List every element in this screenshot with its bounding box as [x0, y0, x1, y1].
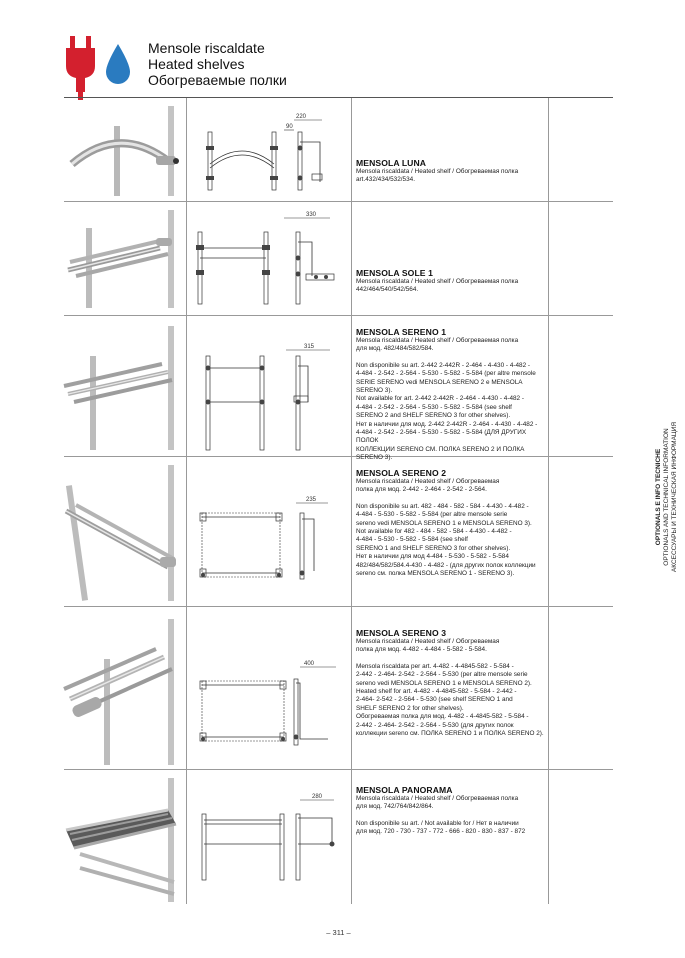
- note-line: Обогреваемая полка для мод. 4-482 - 4-4845-582 - 5-584 -: [356, 713, 529, 721]
- note-line: Non disponibile su art. / Not available for / Нет в наличии: [356, 819, 519, 827]
- table-row: [64, 607, 613, 769]
- table-row: [64, 770, 613, 904]
- title-russian: Обогреваемые полки: [148, 72, 287, 88]
- product-photo: [64, 778, 186, 902]
- dimension-label: 220: [296, 114, 307, 120]
- technical-drawing: [188, 210, 348, 310]
- page-title: [148, 40, 287, 88]
- note-line: 4-484 - 2-542 - 2-564 - 5-530 - 5-582 - 5-584 (ДЛЯ ДРУГИХ ПОЛОК: [356, 429, 527, 445]
- note-line: 2-442 - 2-464- 2-542 - 2-564 - 5-530 (для других полок: [356, 721, 514, 729]
- product-name: MENSOLA PANORAMA: [356, 785, 453, 795]
- technical-drawing: [188, 336, 348, 454]
- table-row: [64, 457, 613, 606]
- note-line: 4-484 - 5-530 - 5-582 - 5-584 (see shelf: [356, 536, 468, 544]
- note-line: 4-484 - 2-542 - 2-564 - 5-530 - 5-582 - 5-584 (see shelf: [356, 403, 512, 411]
- product-description: [356, 468, 546, 578]
- side-label-line: АКСЕССУАРЫ И ТЕХНИЧЕСКАЯ ИНФОРМАЦИЯ: [671, 421, 678, 573]
- technical-drawing: [188, 112, 348, 198]
- product-text: Mensola riscaldata / Heated shelf / Обогреваемая: [356, 478, 500, 485]
- title-english: Heated shelves: [148, 56, 245, 72]
- note-line: Нет в наличии для мод 4-484 - 5-530 - 5-582 - 5-584: [356, 553, 509, 561]
- product-photo: [64, 465, 186, 601]
- note-line: 2-464- 2-542 - 2-564 - 5-530 (see shelf SERENO 1 and: [356, 696, 513, 704]
- side-label-line: OPTIONALS E INFO TECNICHE: [655, 448, 662, 546]
- product-text: Mensola riscaldata / Heated shelf / Обогреваемая: [356, 638, 500, 645]
- product-name: MENSOLA SOLE 1: [356, 268, 434, 278]
- product-name: MENSOLA SERENO 2: [356, 468, 447, 478]
- product-text: полка для мод. 4-482 - 4-484 - 5-582 - 5-584.: [356, 646, 487, 654]
- note-line: Not available for 482 - 484 - 582 - 584 - 4-430 - 4-482 -: [356, 528, 512, 536]
- note-line: для мод. 720 - 730 - 737 - 772 - 666 - 820 - 830 - 837 - 872: [356, 828, 526, 836]
- product-text: 442/464/540/542/564.: [356, 286, 419, 294]
- product-photo: [64, 210, 186, 308]
- product-table: [64, 98, 613, 904]
- product-text: Mensola riscaldata / Heated shelf / Обогреваемая полка: [356, 168, 519, 175]
- product-photo: [64, 619, 186, 765]
- technical-drawing: [188, 491, 348, 601]
- header-icons: [64, 36, 138, 100]
- product-description: [356, 628, 546, 738]
- note-line: SERENO 1 and SHELF SERENO 3 for other shelves).: [356, 544, 511, 552]
- table-row: [64, 98, 613, 201]
- product-text: Mensola riscaldata / Heated shelf / Обогреваемая полка: [356, 795, 519, 802]
- note-line: 2-442 - 2-464- 2-542 - 2-564 - 5-530 (per altre mensole serie: [356, 671, 528, 679]
- note-line: коллекции sereno см. ПОЛКА SERENO 1 и ПОЛКА SERENO 2).: [356, 730, 544, 738]
- note-line: 482/484/582/584.4-430 - 4-482 - (для других полок коллекции: [356, 561, 536, 569]
- page-number: – 311 –: [326, 928, 351, 937]
- note-line: sereno см. полка MENSOLA SERENO 1 - SERENO 3).: [356, 570, 515, 578]
- product-description: [356, 327, 546, 463]
- product-text: для мод. 742/764/842/864.: [356, 803, 434, 811]
- dimension-label: 90: [286, 124, 293, 130]
- product-text: полка для мод. 2-442 - 2-464 - 2-542 - 2-564.: [356, 486, 487, 494]
- product-photo: [64, 106, 186, 196]
- product-text: Mensola riscaldata / Heated shelf / Обогреваемая полка: [356, 337, 519, 344]
- note-line: sereno vedi MENSOLA SERENO 1 e MENSOLA SERENO 2).: [356, 679, 532, 687]
- note-line: Heated shelf for art. 4-482 - 4-4845-582 - 5-584 - 2-442 -: [356, 688, 517, 696]
- note-line: SHELF SERENO 2 for other shelves).: [356, 704, 464, 712]
- note-line: SERIE SERENO vedi MENSOLA SERENO 2 e MENSOLA SERENO 3).: [356, 378, 523, 395]
- product-description: [356, 158, 546, 185]
- note-line: 4-484 - 2-542 - 2-564 - 5-530 - 5-582 - 5-584 (per altre mensole: [356, 370, 536, 378]
- note-line: SERENO 2 and SHELF SERENO 3 for other shelves).: [356, 412, 511, 420]
- note-line: Mensola riscaldata per art. 4-482 - 4-4845-582 - 5-584 -: [356, 662, 514, 670]
- product-name: MENSOLA SERENO 1: [356, 327, 447, 337]
- note-line: sereno vedi MENSOLA SERENO 1 e MENSOLA SERENO 3).: [356, 519, 532, 527]
- note-line: Not available for art. 2-442 2-442R - 2-464 - 4-430 - 4-482 -: [356, 395, 525, 403]
- product-name: MENSOLA LUNA: [356, 158, 427, 168]
- dimension-label: 315: [304, 344, 315, 350]
- product-description: [356, 268, 546, 295]
- table-row: [64, 202, 613, 315]
- product-text: art.432/434/532/534.: [356, 176, 415, 184]
- table-row: [64, 316, 613, 462]
- side-label: [649, 402, 685, 592]
- note-line: Нет в наличии для мод. 2-442 2-442R - 2-464 - 4-430 - 4-482 -: [356, 420, 538, 428]
- note-line: КОЛЛЕКЦИИ SERENO СМ. ПОЛКА SERENO 2 И ПОЛКА SERENO 3).: [356, 445, 525, 462]
- dimension-label: 235: [306, 497, 317, 503]
- dimension-label: 400: [304, 661, 315, 667]
- product-text: Mensola riscaldata / Heated shelf / Обогреваемая полка: [356, 278, 519, 285]
- title-italian: Mensole riscaldate: [148, 40, 265, 56]
- technical-drawing: [188, 657, 348, 769]
- dimension-label: 280: [312, 794, 323, 800]
- product-text: для мод. 482/484/582/584.: [356, 345, 434, 353]
- note-line: 4-484 - 5-530 - 5-582 - 5-584 (per altre mensole serie: [356, 511, 508, 519]
- water-drop-icon: [106, 44, 130, 84]
- technical-drawing: [188, 788, 348, 898]
- plug-icon: [66, 36, 95, 100]
- side-label-line: OPTIONALS AND TECHNICAL INFORMATION: [663, 428, 670, 566]
- product-photo: [64, 326, 186, 450]
- product-description: [356, 785, 546, 837]
- product-name: MENSOLA SERENO 3: [356, 628, 447, 638]
- note-line: Non disponibile su art. 482 - 484 - 582 - 584 - 4-430 - 4-482 -: [356, 502, 529, 510]
- dimension-label: 330: [306, 212, 317, 218]
- note-line: Non disponibile su art. 2-442 2-442R - 2-464 - 4-430 - 4-482 -: [356, 361, 531, 369]
